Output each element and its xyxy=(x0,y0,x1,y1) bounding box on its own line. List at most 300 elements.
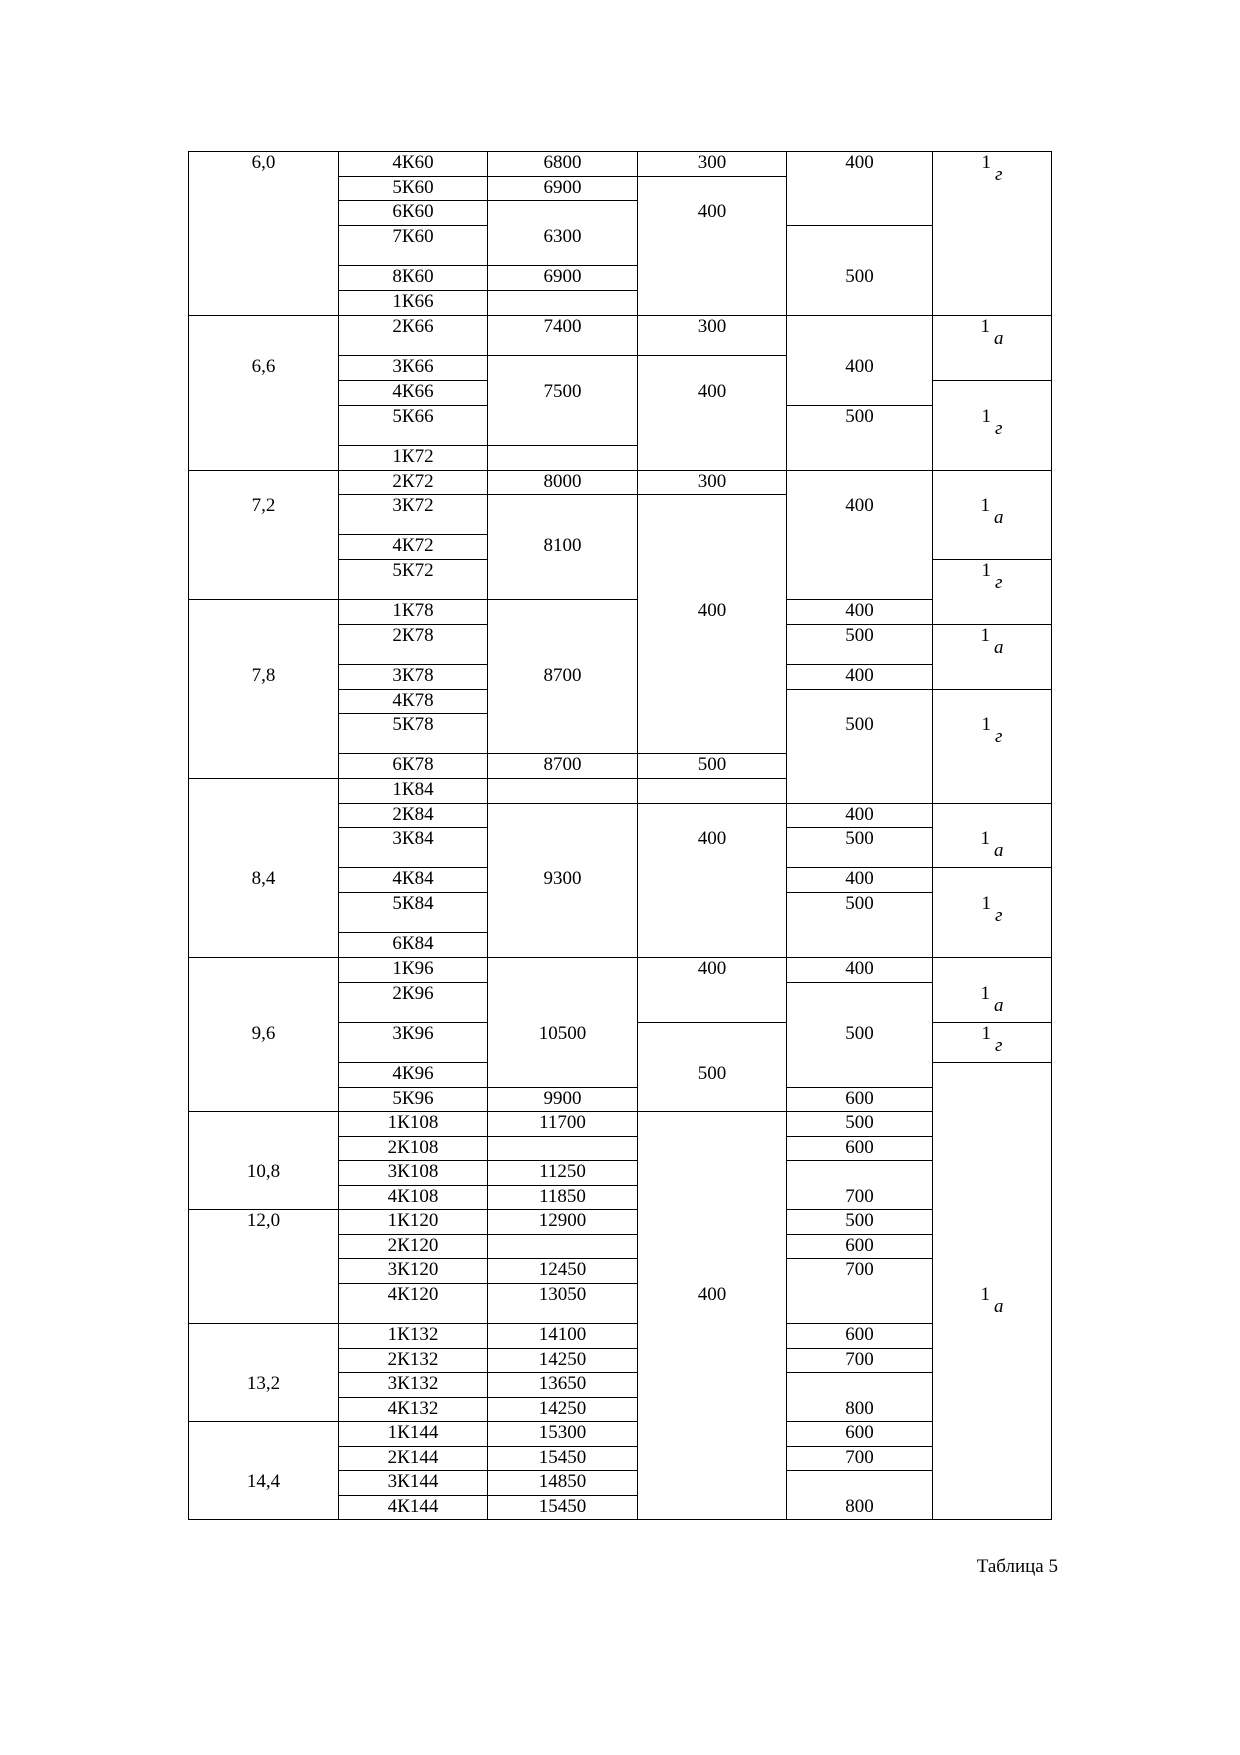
length-cell xyxy=(488,1284,638,1324)
cell-value: 15450 xyxy=(538,1447,587,1468)
brand-cell xyxy=(339,958,488,983)
cell-value: 700 xyxy=(845,1259,874,1280)
brand-cell xyxy=(339,1112,488,1137)
cell-value: 6300 xyxy=(543,226,582,247)
cell-value: 14250 xyxy=(538,1398,587,1419)
cell-value: 3К144 xyxy=(387,1471,439,1492)
cell-value: 8000 xyxy=(543,471,582,492)
width-cell xyxy=(787,893,933,958)
cell-value: 4К144 xyxy=(387,1496,439,1517)
type-number: 1 xyxy=(980,983,990,1004)
width-cell xyxy=(787,471,933,600)
cell-value: 600 xyxy=(845,1324,874,1345)
cell-value: 6,0 xyxy=(251,152,276,173)
cell-value: 300 xyxy=(697,316,727,337)
cell-value: 400 xyxy=(845,495,874,516)
cell-value: 400 xyxy=(697,828,727,849)
length-cell xyxy=(488,1137,638,1161)
type-cell xyxy=(933,1023,1052,1063)
cell-value: 1К96 xyxy=(392,958,434,979)
type-number: 1 xyxy=(980,828,990,849)
width-cell xyxy=(787,983,933,1088)
cell-value: 400 xyxy=(845,600,874,621)
width-cell xyxy=(787,1422,933,1447)
type-letter: г xyxy=(995,726,1003,747)
type-letter: г xyxy=(995,164,1003,185)
length-cell xyxy=(488,177,638,201)
brand-cell xyxy=(339,1398,488,1422)
cell-value: 2К72 xyxy=(392,471,434,492)
width-cell xyxy=(787,600,933,625)
brand-cell xyxy=(339,226,488,266)
brand-cell xyxy=(339,381,488,406)
brand-cell xyxy=(339,1422,488,1447)
cell-value: 4К96 xyxy=(392,1063,434,1084)
type-cell xyxy=(933,690,1052,804)
cell-value: 4К78 xyxy=(392,690,434,711)
cell-value: 14,4 xyxy=(246,1471,281,1492)
brand-cell xyxy=(339,291,488,316)
cell-value: 400 xyxy=(845,804,874,825)
type-letter: г xyxy=(995,1035,1003,1056)
cell-value: 500 xyxy=(845,625,874,646)
type-number: 1 xyxy=(980,316,990,337)
cell-value: 14850 xyxy=(538,1471,587,1492)
type-letter: а xyxy=(994,1296,1004,1317)
cell-value: 6К60 xyxy=(392,201,434,222)
type-cell xyxy=(933,152,1052,316)
cell-value: 500 xyxy=(845,828,874,849)
cell-value: 3К96 xyxy=(392,1023,434,1044)
cell-value: 500 xyxy=(845,893,874,914)
length-cell xyxy=(488,1161,638,1186)
height-cell xyxy=(638,1112,787,1520)
cell-value: 3К78 xyxy=(392,665,434,686)
brand-cell xyxy=(339,600,488,625)
width-cell xyxy=(787,406,933,471)
height-cell xyxy=(638,958,787,1023)
brand-cell xyxy=(339,1210,488,1235)
brand-cell xyxy=(339,1023,488,1063)
brand-cell xyxy=(339,535,488,560)
width-cell xyxy=(787,1210,933,1235)
height-cell xyxy=(638,177,787,316)
brand-cell xyxy=(339,868,488,893)
width-cell xyxy=(787,152,933,226)
cell-value: 1К72 xyxy=(392,446,434,467)
cell-value: 800 xyxy=(845,1398,874,1419)
width-cell xyxy=(787,625,933,665)
cell-value: 400 xyxy=(697,1284,727,1305)
brand-cell xyxy=(339,201,488,226)
cell-value: 2К132 xyxy=(387,1349,439,1370)
cell-value: 3К84 xyxy=(392,828,434,849)
height-cell xyxy=(638,804,787,958)
width-cell xyxy=(787,226,933,316)
cell-value: 5К78 xyxy=(392,714,434,735)
type-letter: г xyxy=(995,418,1003,439)
cell-value: 13050 xyxy=(538,1284,587,1305)
cell-value: 12900 xyxy=(538,1210,587,1231)
cell-value: 500 xyxy=(845,1210,874,1231)
cell-value: 1К66 xyxy=(392,291,434,312)
type-letter: а xyxy=(994,507,1004,528)
length-cell xyxy=(488,1496,638,1520)
cell-value: 400 xyxy=(845,665,874,686)
cell-value: 9900 xyxy=(543,1088,582,1109)
table-row xyxy=(189,152,1052,177)
cell-value: 5К84 xyxy=(392,893,434,914)
cell-value: 4К84 xyxy=(392,868,434,889)
cell-value: 500 xyxy=(697,1063,727,1084)
length-cell xyxy=(488,958,638,1088)
cell-value: 6К78 xyxy=(392,754,434,775)
type-letter: а xyxy=(994,637,1004,658)
cell-value: 600 xyxy=(845,1137,874,1158)
cell-value: 4К66 xyxy=(392,381,434,402)
brand-cell xyxy=(339,983,488,1023)
cell-value: 400 xyxy=(697,201,727,222)
width-cell xyxy=(787,1161,933,1210)
type-letter: а xyxy=(994,328,1004,349)
brand-cell xyxy=(339,495,488,535)
brand-cell xyxy=(339,446,488,471)
brand-cell xyxy=(339,560,488,600)
brand-cell xyxy=(339,1235,488,1259)
cell-value: 500 xyxy=(845,266,874,287)
type-number: 1 xyxy=(981,560,992,581)
cell-value: 800 xyxy=(845,1496,874,1517)
table-row xyxy=(189,958,1052,983)
length-cell xyxy=(488,1186,638,1210)
width-cell xyxy=(787,1324,933,1349)
length-cell xyxy=(488,266,638,291)
cell-value: 11850 xyxy=(539,1186,586,1207)
cell-value: 3К132 xyxy=(387,1373,439,1394)
width-cell xyxy=(787,958,933,983)
cell-value: 10,8 xyxy=(246,1161,281,1182)
cell-value: 3К72 xyxy=(392,495,434,516)
brand-cell xyxy=(339,1063,488,1088)
cell-value: 2К96 xyxy=(392,983,434,1004)
cell-value: 5К60 xyxy=(392,177,434,198)
table-caption: Таблица 5 xyxy=(976,1556,1058,1577)
length-cell xyxy=(488,316,638,356)
height-cell xyxy=(638,152,787,177)
brand-cell xyxy=(339,1324,488,1349)
cell-value: 6900 xyxy=(543,266,582,287)
brand-cell xyxy=(339,779,488,804)
cell-value: 7К60 xyxy=(392,226,434,247)
brand-cell xyxy=(339,406,488,446)
length-cell xyxy=(488,1112,638,1137)
cell-value: 500 xyxy=(845,1112,874,1133)
cell-value: 400 xyxy=(845,958,874,979)
brand-cell xyxy=(339,1088,488,1112)
brand-cell xyxy=(339,316,488,356)
brand-cell xyxy=(339,356,488,381)
cell-value: 400 xyxy=(845,356,874,377)
nominal-span-cell xyxy=(189,1422,339,1520)
length-cell xyxy=(488,1088,638,1112)
cell-value: 700 xyxy=(845,1186,874,1207)
type-number: 1 xyxy=(981,714,992,735)
cell-value: 7500 xyxy=(543,381,582,402)
cell-value: 7400 xyxy=(543,316,582,337)
cell-value: 14250 xyxy=(538,1349,587,1370)
width-cell xyxy=(787,804,933,828)
length-cell xyxy=(488,1447,638,1471)
type-cell xyxy=(933,804,1052,868)
width-cell xyxy=(787,828,933,868)
brand-cell xyxy=(339,665,488,690)
brand-cell xyxy=(339,804,488,828)
length-cell xyxy=(488,1422,638,1447)
brand-cell xyxy=(339,690,488,714)
cell-value: 13,2 xyxy=(246,1373,281,1394)
data-table xyxy=(188,151,1052,1520)
type-cell xyxy=(933,316,1052,381)
cell-value: 6800 xyxy=(543,152,582,173)
length-cell xyxy=(488,804,638,958)
width-cell xyxy=(787,1447,933,1471)
length-cell xyxy=(488,1210,638,1235)
nominal-span-cell xyxy=(189,1324,339,1422)
cell-value: 2К66 xyxy=(392,316,434,337)
cell-value: 4К132 xyxy=(387,1398,439,1419)
nominal-span-cell xyxy=(189,1210,339,1324)
brand-cell xyxy=(339,471,488,495)
cell-value: 12,0 xyxy=(246,1210,281,1231)
width-cell xyxy=(787,868,933,893)
brand-cell xyxy=(339,828,488,868)
type-cell xyxy=(933,1063,1052,1520)
cell-value: 600 xyxy=(845,1235,874,1256)
nominal-span-cell xyxy=(189,958,339,1112)
brand-cell xyxy=(339,1349,488,1373)
brand-cell xyxy=(339,754,488,779)
cell-value: 8700 xyxy=(543,665,582,686)
length-cell xyxy=(488,1398,638,1422)
cell-value: 1К132 xyxy=(387,1324,439,1345)
type-cell xyxy=(933,868,1052,958)
type-number: 1 xyxy=(980,625,990,646)
width-cell xyxy=(787,1235,933,1259)
nominal-span-cell xyxy=(189,471,339,600)
length-cell xyxy=(488,356,638,446)
brand-cell xyxy=(339,1496,488,1520)
length-cell xyxy=(488,779,638,804)
cell-value: 13650 xyxy=(538,1373,587,1394)
brand-cell xyxy=(339,933,488,958)
brand-cell xyxy=(339,177,488,201)
brand-cell xyxy=(339,714,488,754)
cell-value: 7,2 xyxy=(251,495,276,516)
cell-value: 1К144 xyxy=(387,1422,439,1443)
cell-value: 500 xyxy=(697,754,727,775)
width-cell xyxy=(787,1112,933,1137)
cell-value: 3К66 xyxy=(392,356,434,377)
height-cell xyxy=(638,495,787,754)
length-cell xyxy=(488,754,638,779)
cell-value: 11250 xyxy=(539,1161,586,1182)
cell-value: 2К120 xyxy=(387,1235,439,1256)
brand-cell xyxy=(339,266,488,291)
nominal-span-cell xyxy=(189,600,339,779)
cell-value: 9,6 xyxy=(251,1023,276,1044)
type-letter: г xyxy=(995,905,1003,926)
cell-value: 5К72 xyxy=(392,560,434,581)
brand-cell xyxy=(339,152,488,177)
cell-value: 1К120 xyxy=(387,1210,439,1231)
cell-value: 7,8 xyxy=(251,665,276,686)
nominal-span-cell xyxy=(189,779,339,958)
cell-value: 500 xyxy=(845,406,874,427)
type-letter: а xyxy=(994,995,1004,1016)
cell-value: 700 xyxy=(845,1447,874,1468)
brand-cell xyxy=(339,1447,488,1471)
width-cell xyxy=(787,1349,933,1373)
nominal-span-cell xyxy=(189,152,339,316)
length-cell xyxy=(488,1471,638,1496)
cell-value: 300 xyxy=(697,152,727,173)
cell-value: 8К60 xyxy=(392,266,434,287)
type-number: 1 xyxy=(980,1284,990,1305)
cell-value: 5К66 xyxy=(392,406,434,427)
table-row xyxy=(189,1422,1052,1447)
cell-value: 400 xyxy=(697,600,727,621)
cell-value: 500 xyxy=(845,714,874,735)
type-number: 1 xyxy=(981,1023,992,1044)
cell-value: 8100 xyxy=(543,535,582,556)
cell-value: 14100 xyxy=(538,1324,587,1345)
brand-cell xyxy=(339,1137,488,1161)
width-cell xyxy=(787,665,933,690)
cell-value: 400 xyxy=(697,381,727,402)
cell-value: 2К144 xyxy=(387,1447,439,1468)
cell-value: 11700 xyxy=(539,1112,586,1133)
type-cell xyxy=(933,958,1052,1023)
table-row xyxy=(189,1324,1052,1349)
cell-value: 3К120 xyxy=(387,1259,439,1280)
brand-cell xyxy=(339,893,488,933)
cell-value: 12450 xyxy=(538,1259,587,1280)
length-cell xyxy=(488,291,638,316)
cell-value: 600 xyxy=(845,1088,874,1109)
cell-value: 700 xyxy=(845,1349,874,1370)
cell-value: 300 xyxy=(697,471,727,492)
length-cell xyxy=(488,495,638,600)
cell-value: 400 xyxy=(845,152,874,173)
height-cell xyxy=(638,779,787,804)
brand-cell xyxy=(339,1186,488,1210)
nominal-span-cell xyxy=(189,1112,339,1210)
type-letter: а xyxy=(994,840,1004,861)
cell-value: 6К84 xyxy=(392,933,434,954)
cell-value: 3К108 xyxy=(387,1161,439,1182)
height-cell xyxy=(638,356,787,471)
width-cell xyxy=(787,1259,933,1324)
type-number: 1 xyxy=(980,495,990,516)
brand-cell xyxy=(339,1471,488,1496)
type-cell xyxy=(933,625,1052,690)
brand-cell xyxy=(339,1284,488,1324)
cell-value: 4К108 xyxy=(387,1186,439,1207)
length-cell xyxy=(488,471,638,495)
table-row xyxy=(189,471,1052,495)
cell-value: 2К78 xyxy=(392,625,434,646)
length-cell xyxy=(488,1373,638,1398)
type-number: 1 xyxy=(981,152,992,173)
cell-value: 15450 xyxy=(538,1496,587,1517)
cell-value: 9300 xyxy=(543,868,582,889)
height-cell xyxy=(638,1023,787,1112)
brand-cell xyxy=(339,1373,488,1398)
type-letter: г xyxy=(995,572,1003,593)
cell-value: 8,4 xyxy=(251,868,276,889)
cell-value: 1К78 xyxy=(392,600,434,621)
cell-value: 400 xyxy=(697,958,727,979)
width-cell xyxy=(787,690,933,804)
length-cell xyxy=(488,446,638,471)
type-cell xyxy=(933,560,1052,625)
cell-value: 1К108 xyxy=(387,1112,439,1133)
table-row xyxy=(189,600,1052,625)
cell-value: 2К84 xyxy=(392,804,434,825)
width-cell xyxy=(787,1137,933,1161)
cell-value: 4К72 xyxy=(392,535,434,556)
height-cell xyxy=(638,471,787,495)
cell-value: 6,6 xyxy=(251,356,276,377)
cell-value: 500 xyxy=(845,1023,874,1044)
width-cell xyxy=(787,1088,933,1112)
cell-value: 5К96 xyxy=(392,1088,434,1109)
cell-value: 15300 xyxy=(538,1422,587,1443)
height-cell xyxy=(638,754,787,779)
width-cell xyxy=(787,316,933,406)
length-cell xyxy=(488,1259,638,1284)
width-cell xyxy=(787,1471,933,1520)
nominal-span-cell xyxy=(189,316,339,471)
table-row xyxy=(189,1112,1052,1137)
length-cell xyxy=(488,1349,638,1373)
length-cell xyxy=(488,1235,638,1259)
type-number: 1 xyxy=(981,406,992,427)
length-cell xyxy=(488,1324,638,1349)
cell-value: 400 xyxy=(845,868,874,889)
height-cell xyxy=(638,316,787,356)
table-row xyxy=(189,316,1052,356)
type-number: 1 xyxy=(981,893,992,914)
brand-cell xyxy=(339,1259,488,1284)
cell-value: 1К84 xyxy=(392,779,434,800)
length-cell xyxy=(488,600,638,754)
cell-value: 8700 xyxy=(543,754,582,775)
cell-value: 2К108 xyxy=(387,1137,439,1158)
cell-value: 10500 xyxy=(538,1023,587,1044)
cell-value: 4К120 xyxy=(387,1284,439,1305)
length-cell xyxy=(488,152,638,177)
cell-value: 4К60 xyxy=(392,152,434,173)
table-row xyxy=(189,1210,1052,1235)
brand-cell xyxy=(339,625,488,665)
type-cell xyxy=(933,471,1052,560)
brand-cell xyxy=(339,1161,488,1186)
cell-value: 6900 xyxy=(543,177,582,198)
cell-value: 600 xyxy=(845,1422,874,1443)
type-cell xyxy=(933,381,1052,471)
width-cell xyxy=(787,1373,933,1422)
